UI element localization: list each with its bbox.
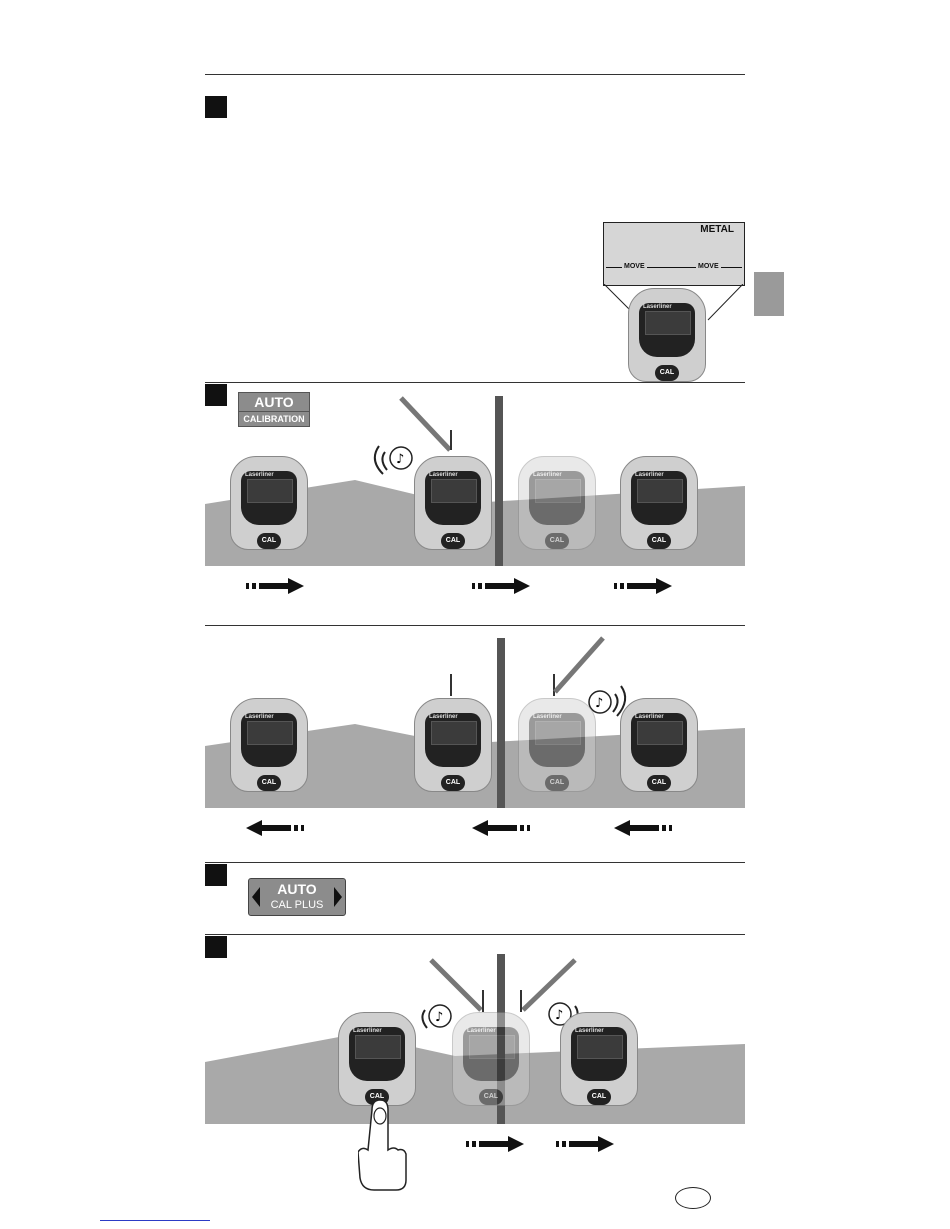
device-brand: Laserliner [575, 1028, 604, 1034]
badge-calibration: CALIBRATION [238, 412, 310, 427]
badge-left-arrow-icon [252, 887, 260, 907]
device-lcd [535, 479, 581, 503]
device-lcd [577, 1035, 623, 1059]
arrow-right-icon [614, 578, 674, 594]
badge-right-arrow-icon [334, 887, 342, 907]
device-lcd [355, 1035, 401, 1059]
move-left-label: MOVE [624, 263, 645, 270]
svg-text:♪: ♪ [396, 452, 405, 467]
lcd-callout [603, 222, 745, 286]
device-lcd [247, 479, 293, 503]
step-marker-1 [205, 96, 227, 118]
svg-text:♪: ♪ [555, 1008, 564, 1023]
device-brand: Laserliner [245, 714, 274, 720]
section-tab [754, 272, 784, 316]
footer-link-line [100, 1220, 210, 1221]
device-lcd [637, 479, 683, 503]
cal-button: CAL [647, 775, 671, 791]
arrow-left-icon [614, 820, 674, 836]
badge-cal-plus: CAL PLUS [270, 899, 324, 911]
cal-button: CAL [655, 365, 679, 381]
device-lcd [645, 311, 691, 335]
move-right-label: MOVE [698, 263, 719, 270]
panel4-rule [205, 934, 745, 935]
cal-button: CAL [365, 1089, 389, 1105]
device-brand: Laserliner [533, 472, 562, 478]
cal-button: CAL [441, 533, 465, 549]
arrow-right-icon [472, 578, 532, 594]
panel3-rule [205, 862, 745, 863]
device-brand: Laserliner [635, 714, 664, 720]
pointer-icon [523, 960, 575, 1010]
pointer-icon [555, 638, 603, 692]
device-brand: Laserliner [635, 472, 664, 478]
cal-button: CAL [545, 533, 569, 549]
step-marker-3 [205, 864, 227, 886]
device-brand: Laserliner [533, 714, 562, 720]
badge-auto-plus: AUTO [277, 881, 317, 897]
top-rule [205, 74, 745, 75]
cal-button: CAL [257, 775, 281, 791]
device-brand: Laserliner [429, 714, 458, 720]
pointer-icon [401, 398, 450, 450]
device-lcd [535, 721, 581, 745]
pointer-icon [431, 960, 481, 1010]
cal-button: CAL [441, 775, 465, 791]
arrow-left-icon [246, 820, 306, 836]
panel1-rule [205, 382, 745, 383]
badge-auto: AUTO [238, 392, 310, 412]
device-brand: Laserliner [643, 304, 672, 310]
device-lcd [247, 721, 293, 745]
device-lcd [431, 479, 477, 503]
cal-button: CAL [479, 1089, 503, 1105]
device-brand: Laserliner [245, 472, 274, 478]
device-brand: Laserliner [467, 1028, 496, 1034]
device-brand: Laserliner [353, 1028, 382, 1034]
cal-button: CAL [647, 533, 671, 549]
rebar-icon [497, 638, 505, 808]
svg-text:♪: ♪ [595, 696, 604, 711]
rebar-icon [495, 396, 503, 566]
device-lcd [431, 721, 477, 745]
device-lcd [637, 721, 683, 745]
panel2-rule [205, 625, 745, 626]
metal-label: METAL [700, 224, 734, 235]
arrow-right-icon [466, 1136, 526, 1152]
svg-text:♪: ♪ [435, 1010, 444, 1025]
cal-button: CAL [587, 1089, 611, 1105]
cal-button: CAL [257, 533, 281, 549]
auto-cal-plus-badge [248, 878, 346, 916]
arrow-right-icon [246, 578, 306, 594]
arrow-left-icon [472, 820, 532, 836]
cal-button: CAL [545, 775, 569, 791]
device-lcd [469, 1035, 515, 1059]
language-oval [675, 1187, 711, 1209]
device-brand: Laserliner [429, 472, 458, 478]
arrow-right-icon [556, 1136, 616, 1152]
pointer-hand-icon [358, 1096, 408, 1192]
